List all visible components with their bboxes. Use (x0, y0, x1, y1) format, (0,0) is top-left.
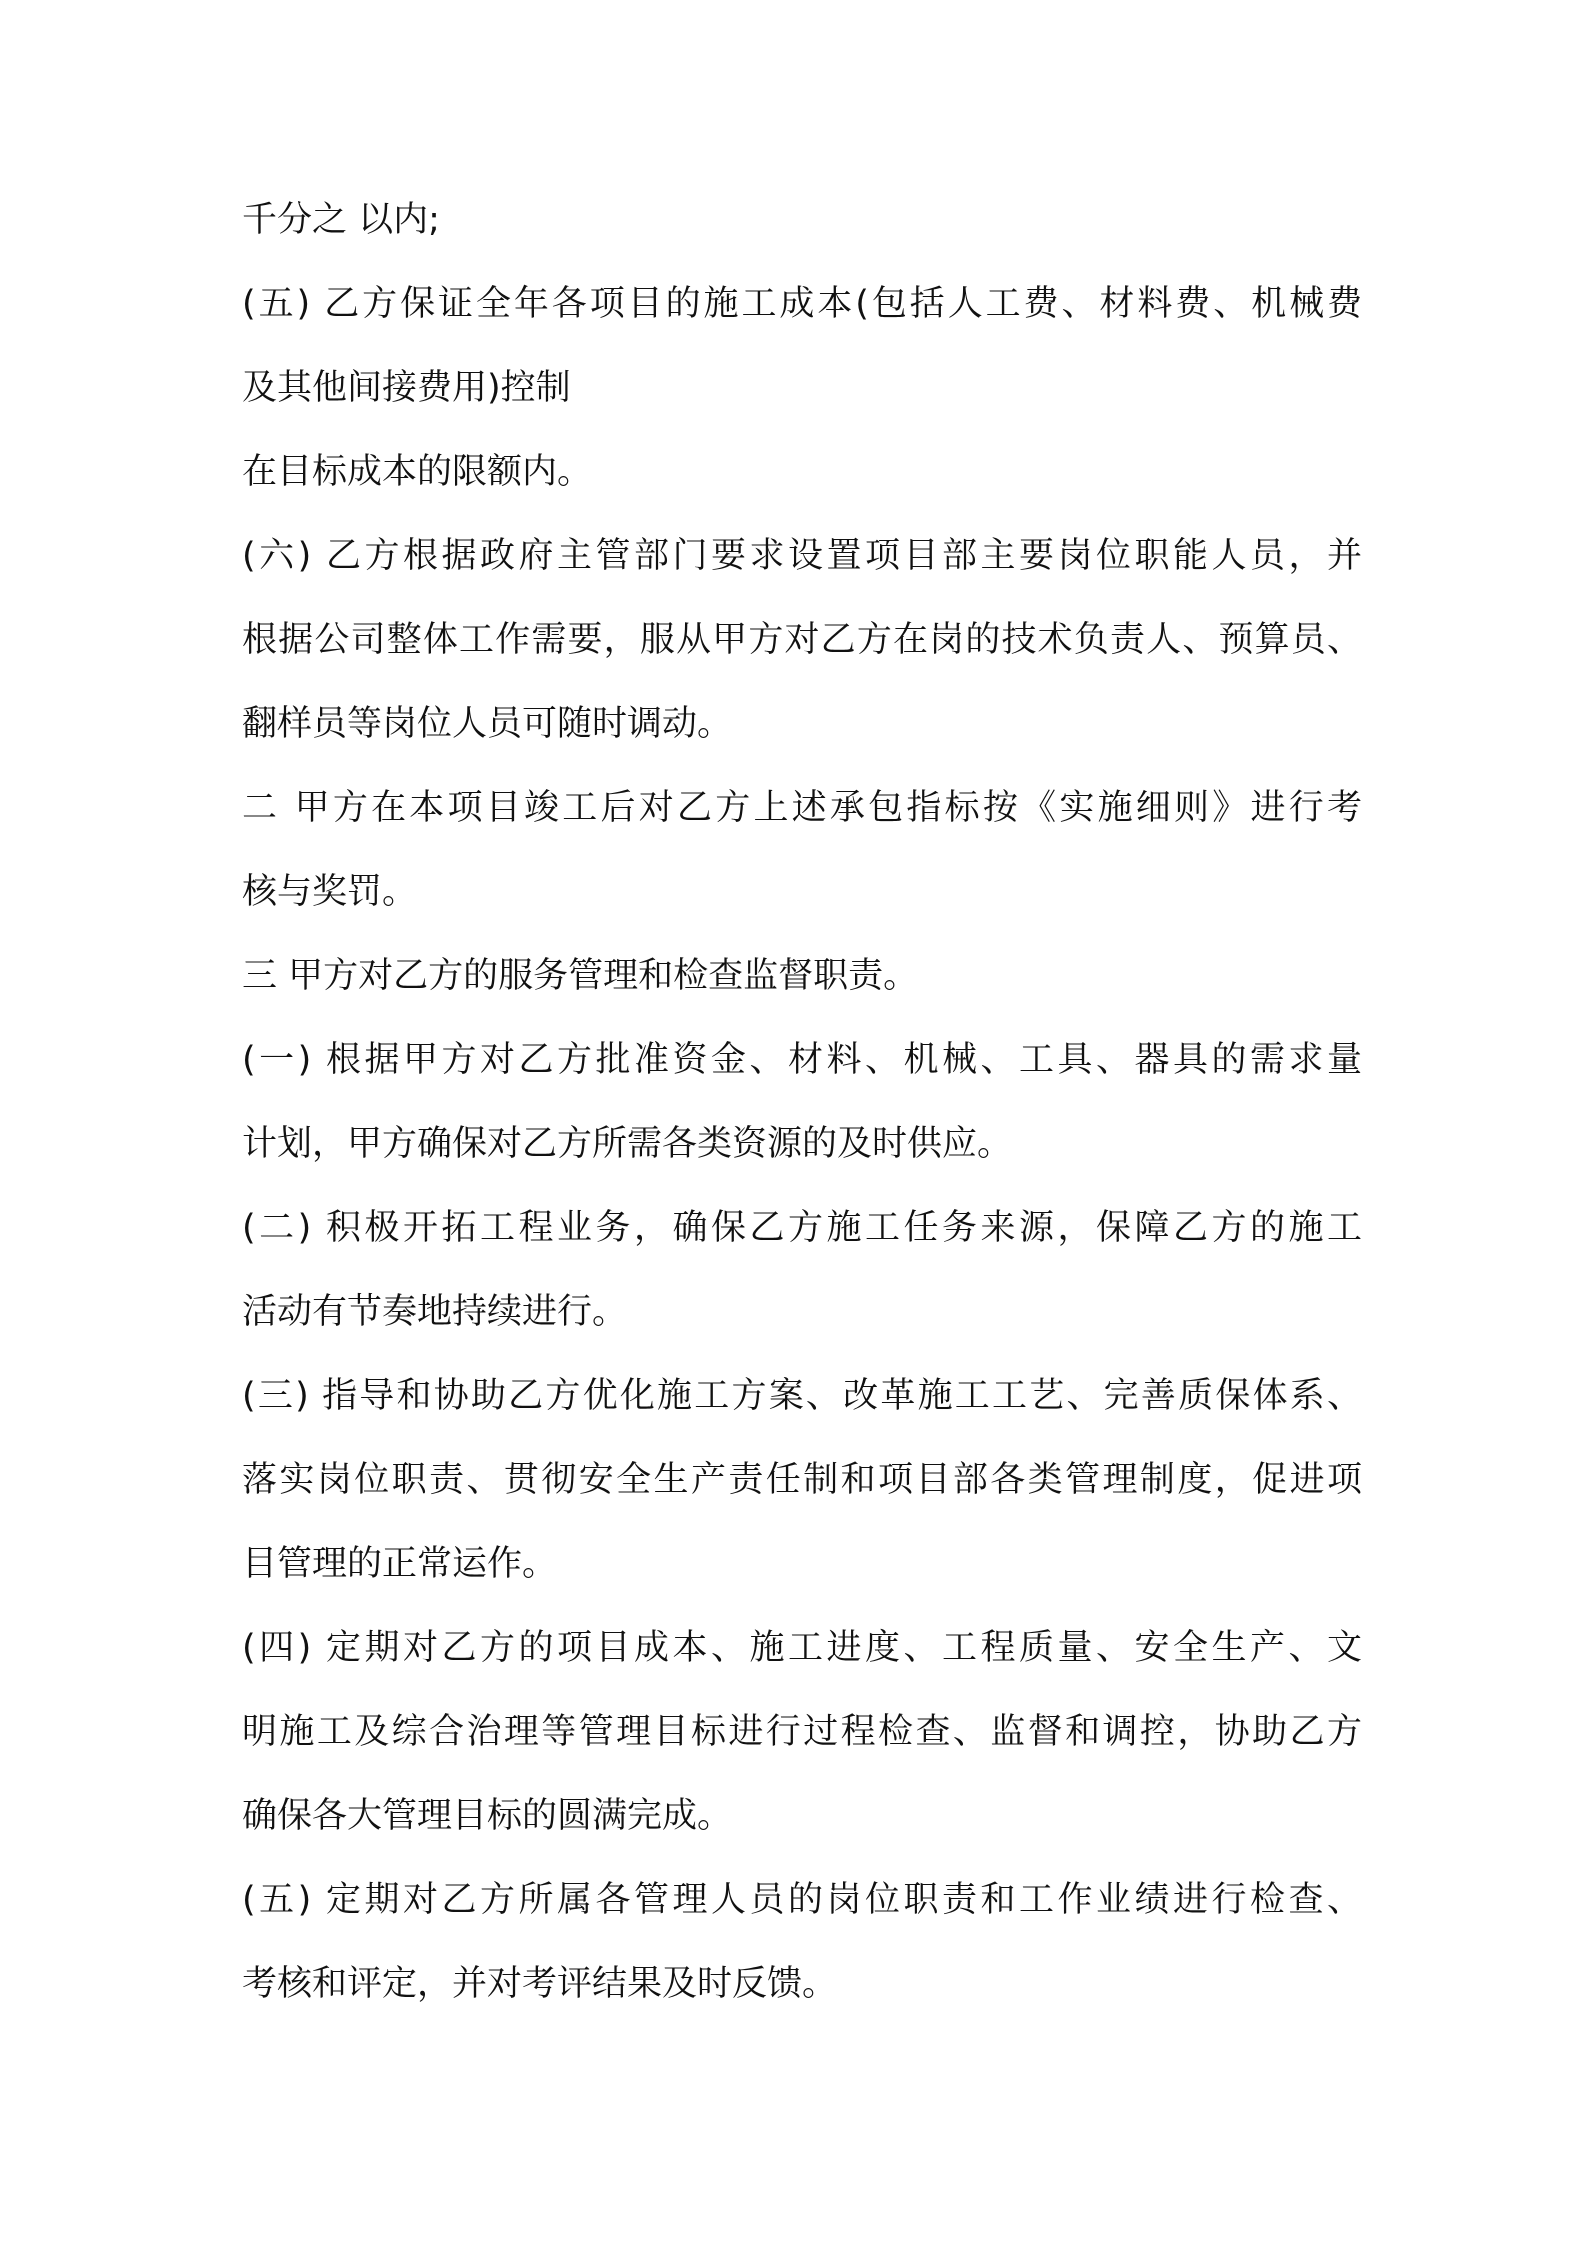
text-line: (五) 定期对乙方所属各管理人员的岗位职责和工作业绩进行检查、 (242, 1880, 1362, 1920)
text-line: 活动有节奏地持续进行。 (242, 1292, 628, 1332)
text-line: (五) 乙方保证全年各项目的施工成本(包括人工费、材料费、机械费 (242, 284, 1362, 324)
document-body (242, 200, 1362, 2005)
text-line: 落实岗位职责、贯彻安全生产责任制和项目部各类管理制度，促进项 (242, 1460, 1362, 1500)
text-line: (三) 指导和协助乙方优化施工方案、改革施工工艺、完善质保体系、 (242, 1376, 1362, 1416)
text-line: 及其他间接费用)控制 (242, 368, 571, 408)
text-line: 核与奖罚。 (242, 872, 418, 912)
text-line: (一) 根据甲方对乙方批准资金、材料、机械、工具、器具的需求量 (242, 1040, 1362, 1080)
text-line: 明施工及综合治理等管理目标进行过程检查、监督和调控，协助乙方 (242, 1712, 1362, 1752)
text-line: 在目标成本的限额内。 (242, 452, 593, 492)
text-line: 三 甲方对乙方的服务管理和检查监督职责。 (242, 956, 919, 996)
text-line: 确保各大管理目标的圆满完成。 (242, 1796, 733, 1836)
text-line: 目管理的正常运作。 (242, 1544, 558, 1584)
text-line: 翻样员等岗位人员可随时调动。 (242, 704, 733, 744)
text-line: 二 甲方在本项目竣工后对乙方上述承包指标按《实施细则》进行考 (242, 788, 1362, 828)
text-line: (二) 积极开拓工程业务，确保乙方施工任务来源，保障乙方的施工 (242, 1208, 1362, 1248)
text-line: (六) 乙方根据政府主管部门要求设置项目部主要岗位职能人员，并 (242, 536, 1362, 576)
text-line: 计划，甲方确保对乙方所需各类资源的及时供应。 (242, 1124, 1013, 1164)
text-line: 千分之 以内; (242, 200, 440, 240)
text-line: 考核和评定，并对考评结果及时反馈。 (242, 1964, 838, 2004)
text-line: (四) 定期对乙方的项目成本、施工进度、工程质量、安全生产、文 (242, 1628, 1362, 1668)
text-line: 根据公司整体工作需要，服从甲方对乙方在岗的技术负责人、预算员、 (242, 620, 1362, 660)
